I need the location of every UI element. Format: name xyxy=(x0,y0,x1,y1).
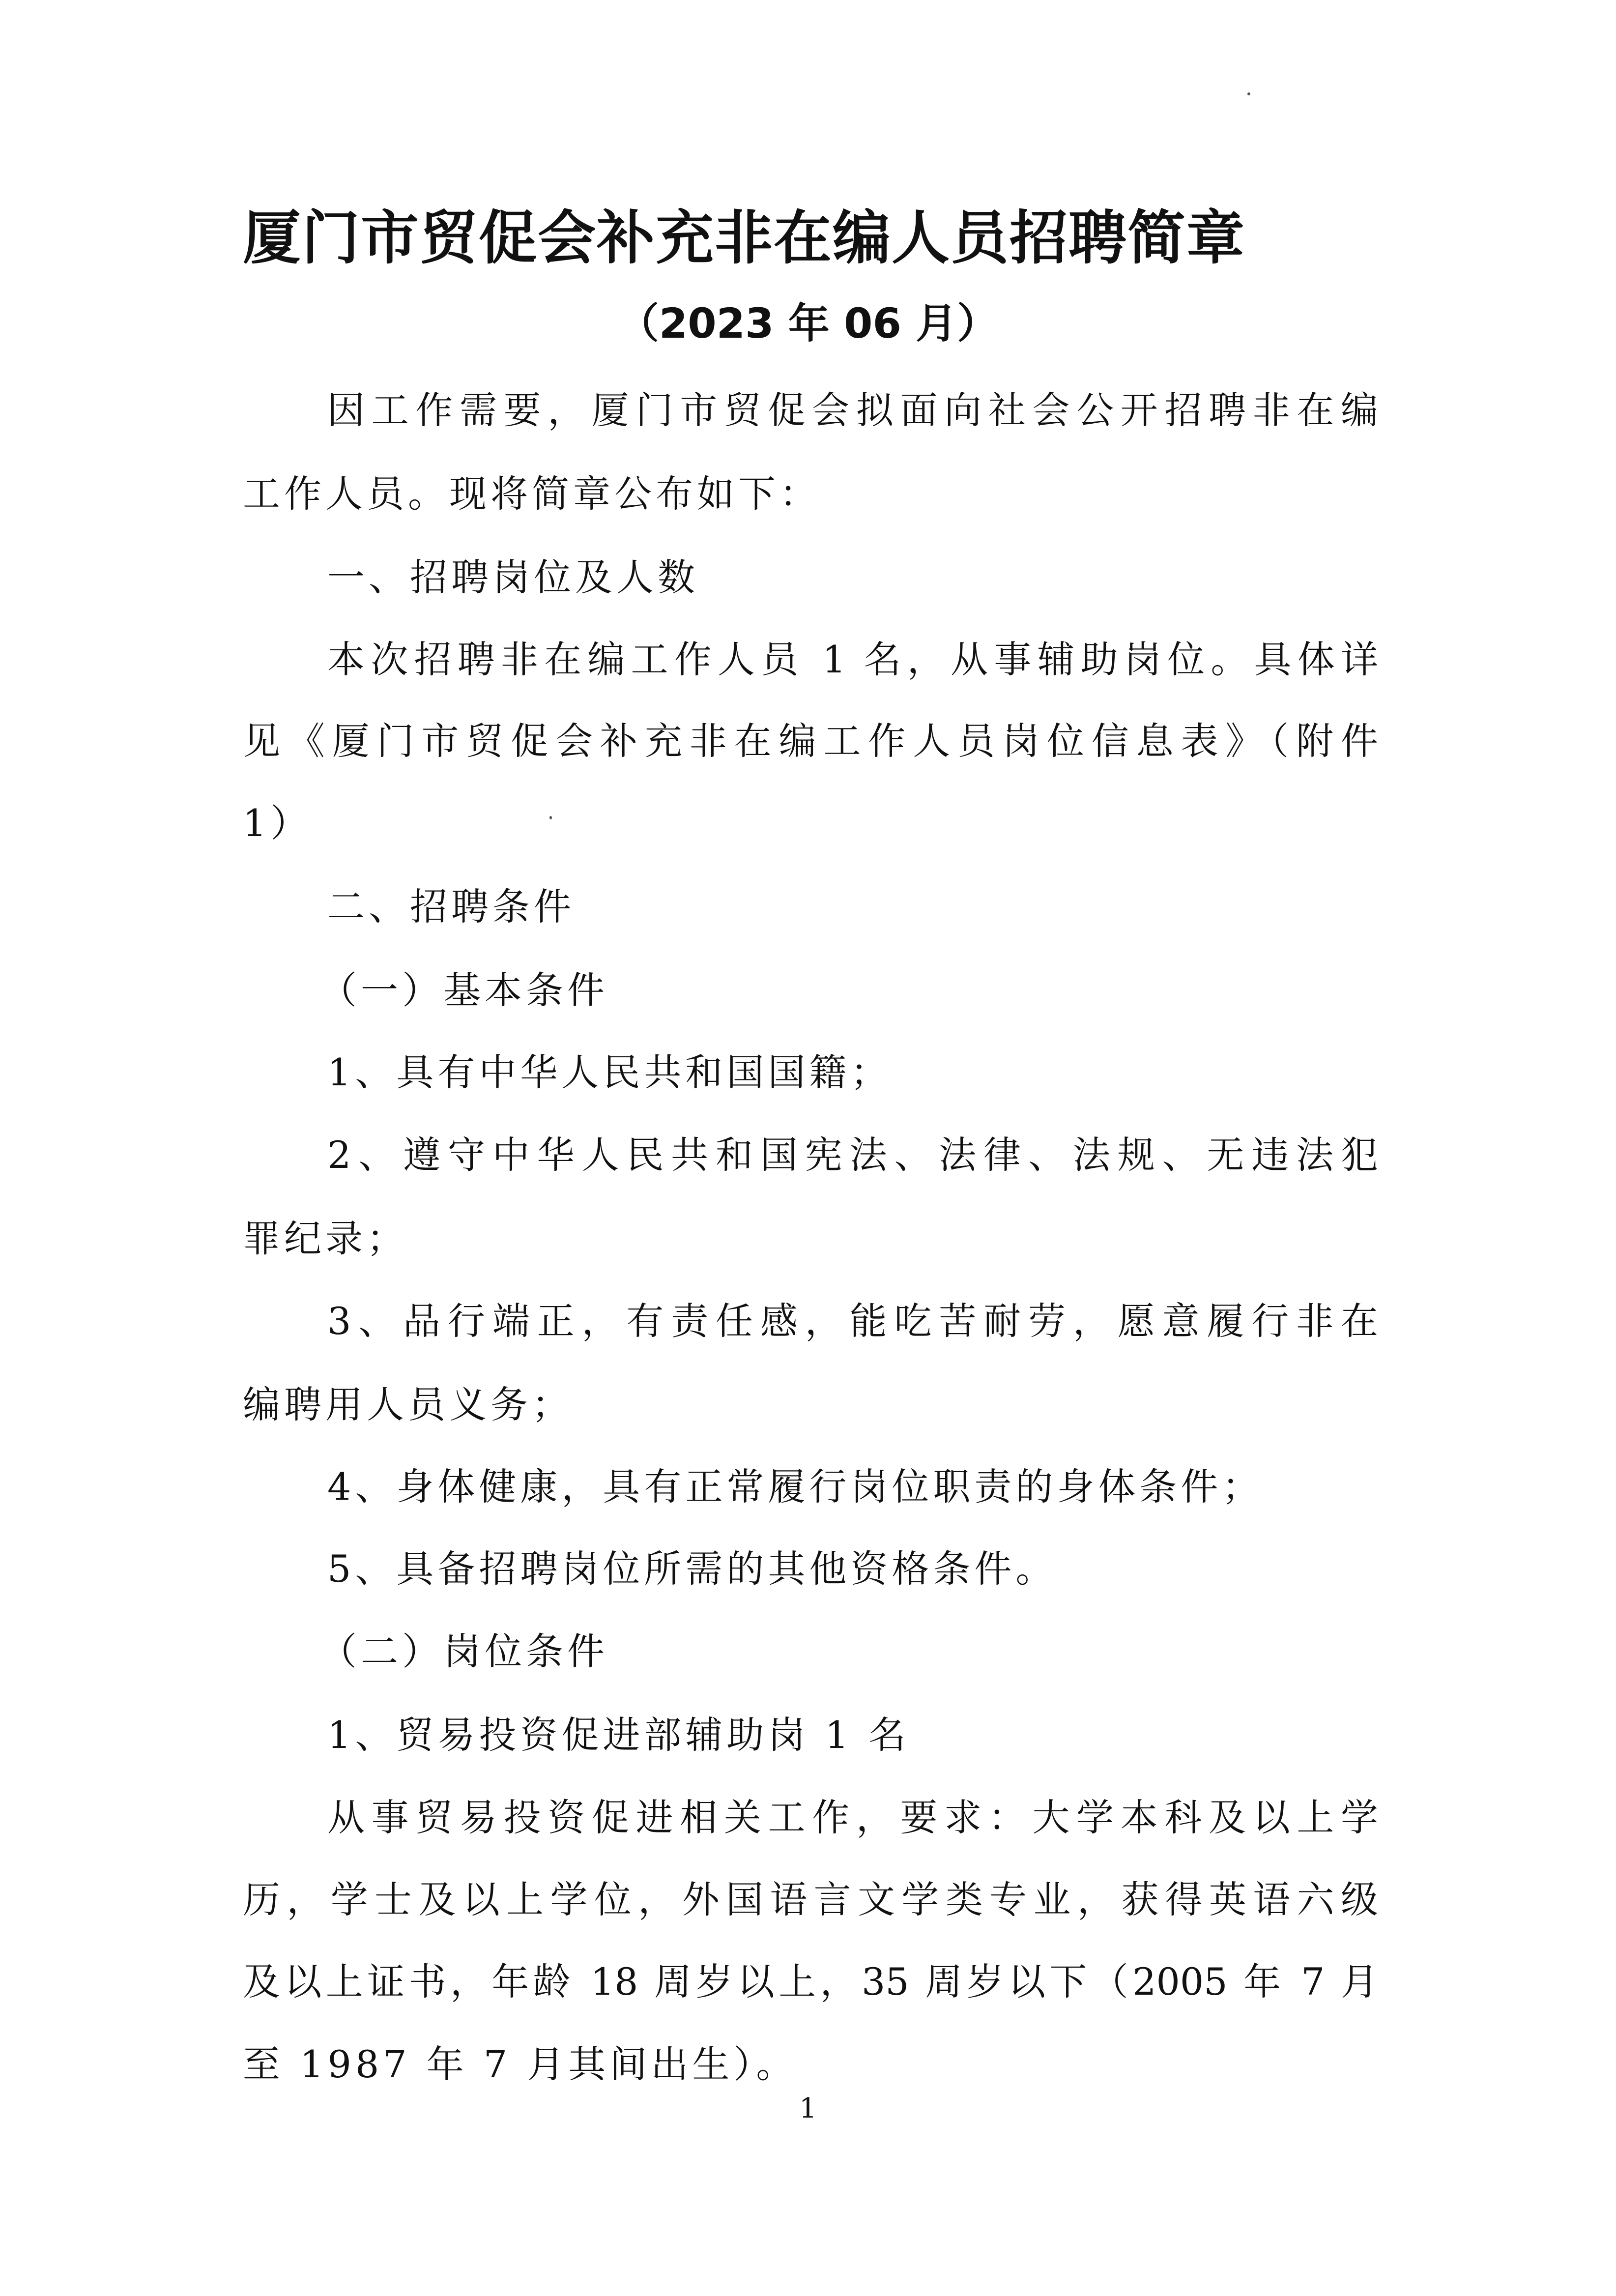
list-item-continuation: 编聘用人员义务； xyxy=(243,1383,573,1426)
list-item: 4、身体健康，具有正常履行岗位职责的身体条件； xyxy=(327,1465,1264,1509)
paragraph-line: 至 1987 年 7 月其间出生）。 xyxy=(243,2042,798,2086)
paragraph-line: 见《厦门市贸促会补充非在编工作人员岗位信息表》（附件 xyxy=(243,719,1378,763)
subsection-heading: （一）基本条件 xyxy=(319,968,608,1012)
document-title: 厦门市贸促会补充非在编人员招聘简章 xyxy=(243,204,1246,272)
page-number: 1 xyxy=(799,2093,817,2124)
subsection-heading: （二）岗位条件 xyxy=(319,1629,608,1673)
section-heading: 一、招聘岗位及人数 xyxy=(327,555,699,599)
paragraph-line: 及以上证书，年龄 18 周岁以上，35 周岁以下（2005 年 7 月 xyxy=(243,1960,1378,2004)
paragraph-line: 历，学士及以上学位，外国语言文学类专业，获得英语六级 xyxy=(243,1878,1378,1921)
document-date: （2023 年 06 月） xyxy=(617,299,999,348)
paragraph-line: 工作人员。现将简章公布如下： xyxy=(243,472,821,516)
scan-speck xyxy=(1247,92,1250,95)
list-item: 1、具有中华人民共和国国籍； xyxy=(327,1050,892,1094)
list-item: 3、品行端正，有责任感，能吃苦耐劳，愿意履行非在 xyxy=(327,1299,1378,1343)
list-item-continuation: 罪纪录； xyxy=(243,1217,408,1260)
paragraph-line: 1） xyxy=(243,801,312,845)
paragraph-line: 因工作需要，厦门市贸促会拟面向社会公开招聘非在编 xyxy=(327,388,1378,432)
position-item: 1、贸易投资促进部辅助岗 1 名 xyxy=(327,1713,910,1757)
paragraph-line: 从事贸易投资促进相关工作，要求：大学本科及以上学 xyxy=(327,1796,1378,1839)
list-item: 5、具备招聘岗位所需的其他资格条件。 xyxy=(327,1547,1057,1591)
scan-speck xyxy=(549,816,552,819)
paragraph-line: 本次招聘非在编工作人员 1 名，从事辅助岗位。具体详 xyxy=(327,638,1378,681)
list-item: 2、遵守中华人民共和国宪法、法律、法规、无违法犯 xyxy=(327,1133,1378,1177)
section-heading: 二、招聘条件 xyxy=(327,885,575,929)
